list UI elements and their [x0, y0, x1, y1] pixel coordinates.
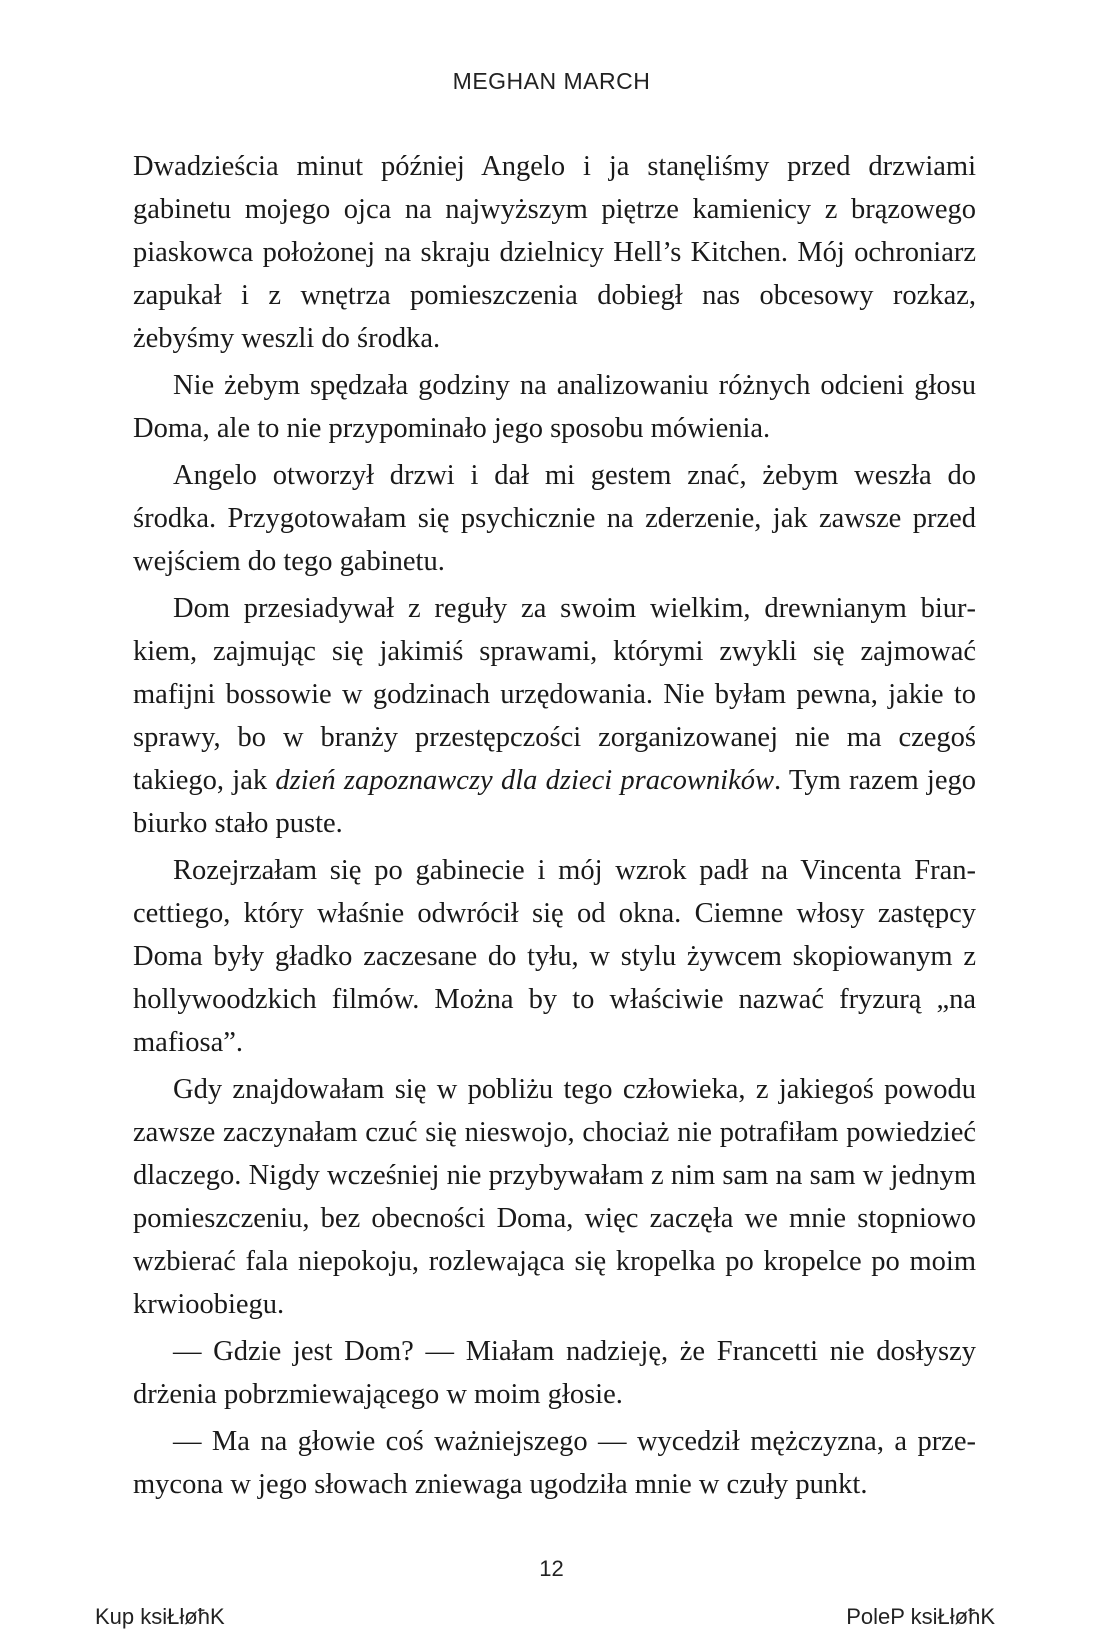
paragraph-text: . Tym razem jego biurko stało puste.: [133, 765, 976, 839]
paragraph: — Ma na głowie coś ważniejszego — wycedził mężczyzna, a przemycona w jego słowach zniewaga ugodziła mnie w czuły punkt.: [133, 1426, 976, 1500]
buy-book-link[interactable]: Kup ksiŁłøħK: [95, 1604, 225, 1629]
paragraph: Gdy znajdowałam się w pobliżu tego człowieka, z jakiegoś powodu zawsze zaczynałam czuć się nieswojo, chociaż nie potrafiłam powiedzieć dlaczego. Nigdy wcześniej nie przybywałam z nim sam na sam w jednym pomieszczeniu, bez obecności Doma, więc zaczęła we mnie stopniowo wzbierać fala niepokoju, rozlewająca się kropelka po kropelce po moim krwioobiegu.: [133, 1074, 976, 1320]
paragraph: — Gdzie jest Dom? — Miałam nadzieję, że Francetti nie dosłyszy drżenia pobrzmiewającego w moim głosie.: [133, 1336, 976, 1410]
page-number: 12: [539, 1556, 564, 1581]
book-page-text: [133, 145, 976, 1510]
paragraph: Nie żebym spędzała godziny na analizowaniu różnych odcieni głosu Doma, ale to nie przypominało jego sposobu mówienia.: [133, 370, 976, 444]
paragraph: [133, 587, 976, 845]
paragraph-italic-text: dzień zapoznawczy dla dzieci pracowników: [275, 765, 775, 796]
paragraph: Angelo otworzył drzwi i dał mi gestem znać, żebym weszła do środka. Przygotowałam się psychicznie na zderzenie, jak zawsze przed wejściem do tego gabinetu.: [133, 460, 976, 577]
recommend-book-link[interactable]: PoleP ksiŁłøħK: [846, 1604, 995, 1629]
paragraph: Rozejrzałam się po gabinecie i mój wzrok padł na Vincenta Francettiego, który właśnie odwrócił się od okna. Ciemne włosy zastępcy Doma były gładko zaczesane do tyłu, w stylu żywcem skopiowanym z hollywoodzkich filmów. Można by to właściwie nazwać fryzurą „na mafiosa”.: [133, 855, 976, 1058]
paragraph-text: Dom przesiadywał z reguły za swoim wielkim, drewnianym biurkiem, zajmując się jakimiś sprawami, którymi zwykli się zajmować mafijni bossowie w godzinach urzędowania. Nie byłam pewna, jakie to sprawy, bo w branży przestępczości zorganizowanej nie ma czegoś takiego, jak: [133, 593, 976, 796]
running-header-author: MEGHAN MARCH: [452, 68, 651, 94]
paragraph: Dwadzieścia minut później Angelo i ja stanęliśmy przed drzwiami gabinetu mojego ojca na najwyższym piętrze kamienicy z brązowego piaskowca położonej na skraju dzielnicy Hell’s Kitchen. Mój ochroniarz zapukał i z wnętrza pomieszczenia dobiegł nas obcesowy rozkaz, żebyśmy weszli do środka.: [133, 151, 976, 354]
